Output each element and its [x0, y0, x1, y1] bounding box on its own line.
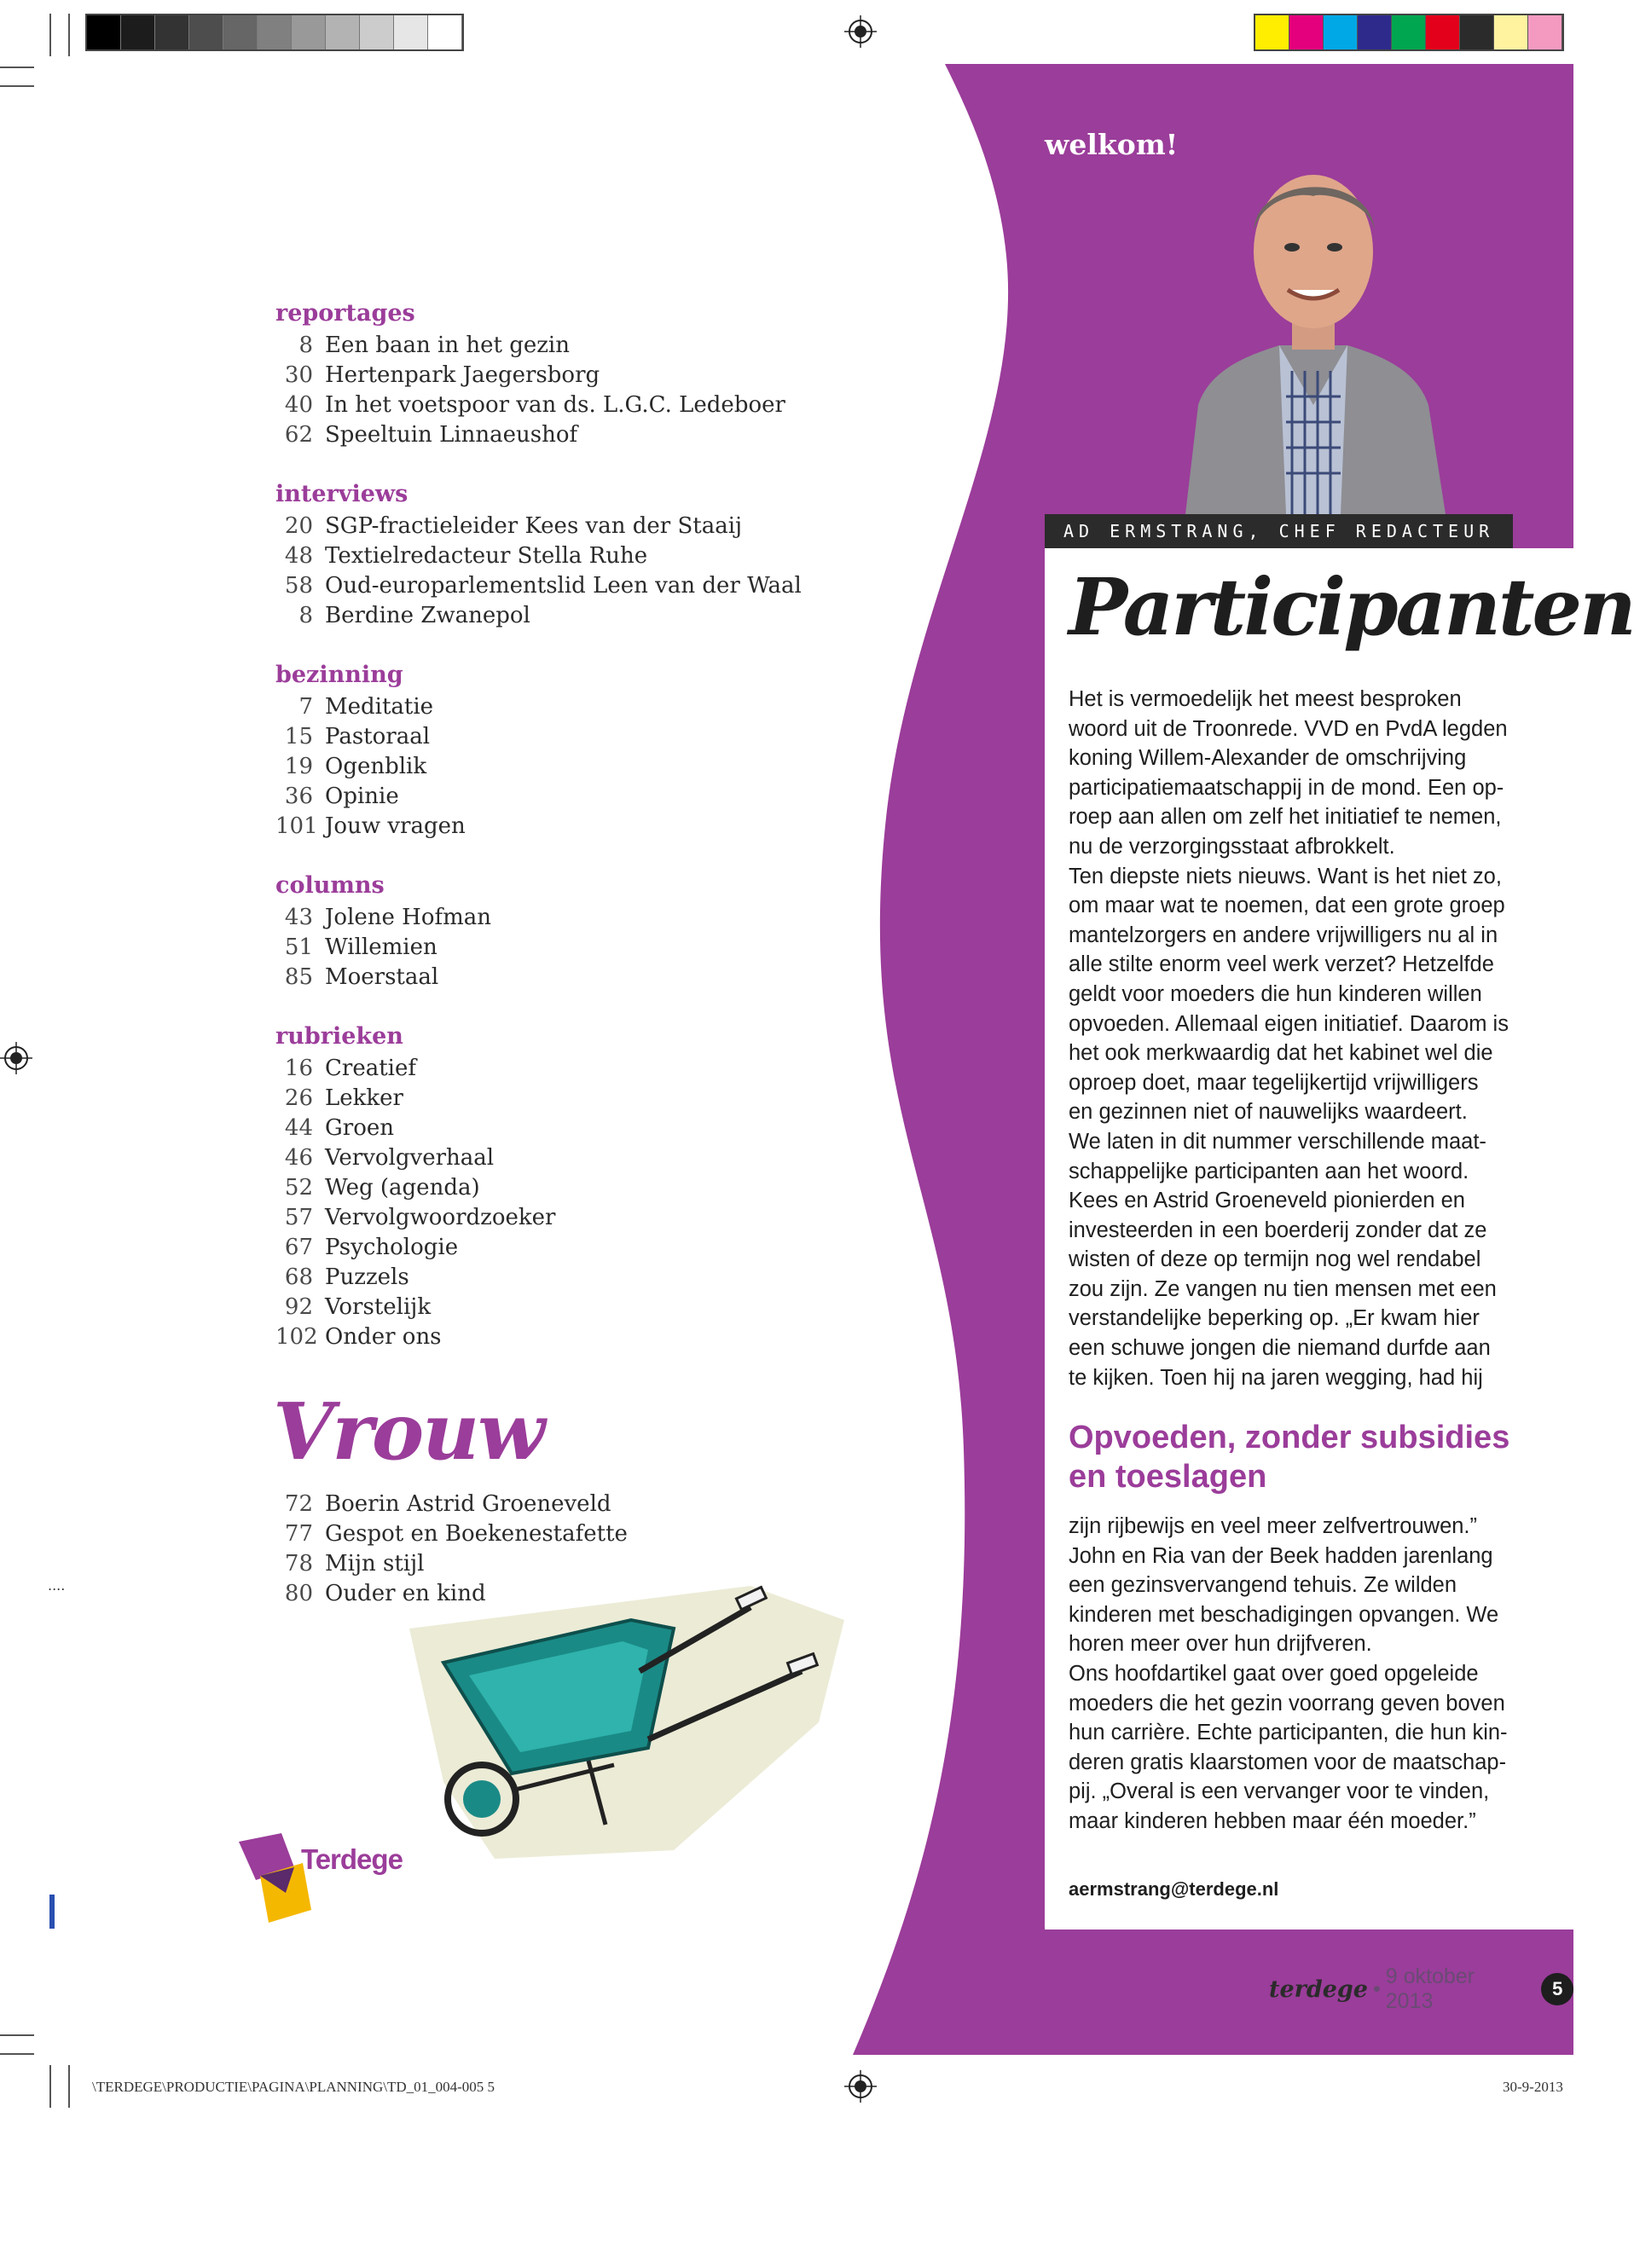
crop-mark [0, 85, 34, 87]
toc-entry[interactable] [275, 331, 821, 361]
toc-entry-label: Berdine Zwanepol [325, 603, 530, 628]
toc-entry-label: In het voetspoor van ds. L.G.C. Ledeboer [325, 392, 785, 418]
article-line: kinderen met beschadigingen opvangen. We [1069, 1602, 1499, 1627]
toc-entry-label: Jolene Hofman [325, 905, 492, 930]
article-line: alle stilte enorm veel werk verzet? Hetzelfde [1069, 952, 1494, 977]
toc-entry[interactable] [275, 1233, 821, 1263]
toc-entry-label: Gespot en Boekenestafette [325, 1521, 628, 1547]
toc-entry-label: Vorstelijk [325, 1294, 432, 1320]
toc-entry-label: Moerstaal [325, 964, 439, 990]
toc-page-number: 16 [284, 1056, 313, 1081]
article-line: investeerden in een boerderij zonder dat ze [1069, 1218, 1487, 1242]
crop-mark [68, 2065, 70, 2108]
article-line: John en Ria van der Beek hadden jarenlang [1069, 1543, 1493, 1568]
article-line: mantelzorgers en andere vrijwilligers nu al in [1069, 923, 1498, 947]
toc-entry-label: Hertenpark Jaegersborg [325, 362, 600, 388]
toc-page-number: 30 [284, 362, 313, 388]
article-line: We laten in dit nummer verschillende maat- [1069, 1129, 1486, 1154]
toc-section-title: columns [275, 872, 385, 899]
toc-entry[interactable] [275, 963, 821, 992]
toc-entry-label: Pastoraal [325, 724, 431, 749]
toc-page-number: 36 [284, 784, 313, 809]
file-path-slug: \TERDEGE\PRODUCTIE\PAGINA\PLANNING\TD_01_004-005 5 [92, 2079, 495, 2095]
toc-page-number: 26 [284, 1085, 313, 1111]
toc-entry-label: Willemien [325, 934, 437, 960]
article-line: deren gratis klaarstomen voor de maatschap- [1069, 1750, 1507, 1774]
welkom-label: welkom! [1045, 128, 1179, 161]
article-line: een schuwe jongen die niemand durfde aan [1069, 1336, 1491, 1361]
toc-entry[interactable] [275, 692, 821, 722]
toc-entry[interactable] [275, 1054, 821, 1084]
article-line: Ten diepste niets nieuws. Want is het niet zo, [1069, 864, 1502, 888]
toc-page-number: 77 [284, 1521, 313, 1547]
crop-mark [49, 14, 51, 56]
toc-entry[interactable] [275, 812, 821, 842]
article-body-part1 [1069, 685, 1555, 1392]
crop-mark [0, 2053, 34, 2055]
toc-entry[interactable] [275, 541, 821, 571]
toc-page-number: 92 [284, 1294, 313, 1320]
toc-page-number: 7 [298, 694, 313, 720]
toc-entry[interactable] [275, 752, 821, 782]
toc-entry-label: Een baan in het gezin [325, 333, 570, 358]
article-line: moeders die het gezin voorrang geven boven [1069, 1691, 1505, 1715]
registration-mark-icon [844, 15, 877, 48]
registration-mark-icon [844, 2070, 877, 2103]
toc-entry-label: Vervolgwoordzoeker [325, 1205, 556, 1230]
page-number: 5 [1541, 1973, 1573, 2005]
toc-entry-label: Creatief [325, 1056, 416, 1081]
toc-entry[interactable] [275, 1173, 821, 1203]
toc-entry[interactable] [275, 782, 821, 812]
toc-page-number: 58 [284, 573, 313, 599]
toc-entry[interactable] [275, 1322, 821, 1352]
article-line: participatiemaatschappij in de mond. Een op- [1069, 775, 1504, 800]
toc-page-number: 68 [284, 1264, 313, 1290]
article-line: maar kinderen hebben maar één moeder.” [1069, 1808, 1476, 1833]
toc-entry[interactable] [275, 1143, 821, 1173]
toc-entry-label: Meditatie [325, 694, 434, 720]
article-line: koning Willem-Alexander de omschrijving [1069, 746, 1467, 771]
registration-mark-icon [0, 1042, 32, 1074]
editor-portrait-photo [1151, 149, 1475, 514]
toc-entry[interactable] [275, 1203, 821, 1233]
slug-date: 30-9-2013 [1503, 2079, 1563, 2095]
toc-entry[interactable] [275, 933, 821, 963]
toc-entry[interactable] [275, 391, 821, 420]
toc-entry-label: Speeltuin Linnaeushof [325, 422, 578, 448]
toc-section-title: rubrieken [275, 1023, 403, 1050]
toc-page-number: 44 [284, 1115, 313, 1141]
toc-page-number: 78 [284, 1551, 313, 1577]
crop-mark [0, 67, 34, 68]
toc-page-number: 62 [284, 422, 313, 448]
toc-page-number: 67 [284, 1235, 313, 1260]
toc-entry-label: Mijn stijl [325, 1551, 425, 1577]
article-line: oproep doet, maar tegelijkertijd vrijwilligers [1069, 1070, 1479, 1095]
toc-entry-label: Ouder en kind [325, 1581, 486, 1606]
wheelbarrow-illustration [392, 1569, 853, 1867]
toc-entry-label: Oud-europarlementslid Leen van der Waal [325, 573, 802, 599]
toc-section-title: interviews [275, 481, 408, 507]
article-line: Ons hoofdartikel gaat over goed opgeleide [1069, 1661, 1479, 1686]
article-line: en gezinnen niet of nauwelijks waardeert. [1069, 1100, 1468, 1125]
article-subhead: Opvoeden, zonder subsidies en toeslagen [1069, 1420, 1510, 1495]
article-line: geldt voor moeders die hun kinderen willen [1069, 981, 1482, 1006]
article-line: opvoeden. Allemaal eigen initiatief. Daarom is [1069, 1011, 1509, 1036]
toc-page-number: 80 [284, 1581, 313, 1606]
footer-separator: • [1373, 1976, 1381, 2001]
article-line: Kees en Astrid Groeneveld pionierden en [1069, 1189, 1465, 1213]
toc-page-number: 48 [284, 543, 313, 569]
toc-page-number: 102 [275, 1324, 318, 1350]
toc-page-number: 8 [298, 333, 313, 358]
toc-entry-label: Weg (agenda) [325, 1175, 480, 1201]
toc-entry[interactable] [275, 903, 821, 933]
terdege-logo-text: Terdege [301, 1843, 403, 1875]
grayscale-color-bar [85, 14, 464, 51]
toc-section-title: reportages [275, 300, 415, 327]
article-line: pij. „Overal is een vervanger voor te vinden, [1069, 1779, 1490, 1804]
toc-entry-label: Vervolgverhaal [325, 1145, 495, 1171]
article-line: woord uit de Troonrede. VVD en PvdA legden [1069, 716, 1508, 741]
toc-entry-label: Jouw vragen [325, 813, 466, 839]
article-line: om maar wat te noemen, dat een grote groep [1069, 894, 1505, 918]
toc-page-number: 40 [284, 392, 313, 418]
toc-entry[interactable] [275, 1114, 821, 1143]
article-line: zou zijn. Ze vangen nu tien mensen met een [1069, 1276, 1497, 1301]
toc-entry[interactable] [275, 1293, 821, 1322]
article-line: wisten of deze op termijn nog wel rendabel [1069, 1247, 1481, 1272]
toc-entry[interactable] [275, 361, 821, 391]
toc-entry-label: Boerin Astrid Groeneveld [325, 1491, 611, 1517]
crop-mark [49, 1895, 55, 1929]
toc-page-number: 72 [284, 1491, 313, 1517]
article-line: te kijken. Toen hij na jaren wegging, had hij [1069, 1365, 1483, 1390]
toc-entry-label: SGP-fractieleider Kees van der Staaij [325, 513, 743, 539]
toc-entry-label: Ogenblik [325, 754, 427, 779]
footer-brand: terdege [1269, 1976, 1368, 2003]
article-line: verstandelijke beperking op. „Er kwam hier [1069, 1306, 1480, 1331]
article-line: nu de verzorgingsstaat afbrokkelt. [1069, 834, 1395, 859]
crop-mark [0, 2034, 34, 2036]
article-line: schappelijke participanten aan het woord. [1069, 1159, 1469, 1183]
toc-page-number: 15 [284, 724, 313, 749]
article-line: horen meer over hun drijfveren. [1069, 1632, 1372, 1657]
toc-entry-label: Opinie [325, 784, 399, 809]
vrouw-section-title: Vrouw [273, 1386, 544, 1478]
margin-dots: .... [48, 1577, 66, 1594]
toc-entry[interactable] [275, 420, 821, 450]
article-line: het ook merkwaardig dat het kabinet wel die [1069, 1041, 1493, 1066]
article-line: hun carrière. Echte participanten, die hun kin- [1069, 1721, 1508, 1745]
toc-entry-label: Lekker [325, 1085, 403, 1111]
crop-mark [68, 14, 70, 56]
cmyk-color-bar [1254, 14, 1564, 51]
article-line: een gezinsvervangend tehuis. Ze wilden [1069, 1573, 1457, 1598]
toc-entry-label: Puzzels [325, 1264, 409, 1290]
author-email-link[interactable]: aermstrang@terdege.nl [1069, 1878, 1279, 1900]
toc-page-number: 43 [284, 905, 313, 930]
toc-page-number: 57 [284, 1205, 313, 1230]
toc-entry-label: Textielredacteur Stella Ruhe [325, 543, 648, 569]
toc-page-number: 19 [284, 754, 313, 779]
toc-page-number: 51 [284, 934, 313, 960]
article-line: zijn rijbewijs en veel meer zelfvertrouwen.” [1069, 1514, 1478, 1538]
toc-entry[interactable] [275, 1263, 821, 1293]
toc-entry-label: Groen [325, 1115, 394, 1141]
article-headline: Participanten [1069, 561, 1634, 653]
toc-page-number: 8 [298, 603, 313, 628]
toc-page-number: 20 [284, 513, 313, 539]
toc-page-number: 52 [284, 1175, 313, 1201]
article-line: Het is vermoedelijk het meest besproken [1069, 687, 1462, 711]
toc-entry-label: Onder ons [325, 1324, 442, 1350]
toc-entry[interactable] [275, 1084, 821, 1114]
toc-page-number: 85 [284, 964, 313, 990]
toc-entry[interactable] [275, 601, 821, 631]
page-footer [1269, 1964, 1573, 2014]
toc-entry-label: Psychologie [325, 1235, 459, 1260]
toc-entry[interactable] [275, 571, 821, 601]
toc-section-title: bezinning [275, 662, 403, 688]
author-byline: AD ERMSTRANG, CHEF REDACTEUR [1045, 514, 1513, 548]
toc-page-number: 46 [284, 1145, 313, 1171]
table-of-contents [275, 298, 821, 1352]
toc-entry[interactable] [275, 722, 821, 752]
toc-page-number: 101 [275, 813, 318, 839]
vrouw-entry[interactable] [275, 1519, 821, 1549]
vrouw-entry[interactable] [275, 1490, 821, 1519]
article-line: roep aan allen om zelf het initiatief te nemen, [1069, 805, 1502, 830]
crop-mark [49, 2065, 51, 2108]
toc-entry[interactable] [275, 512, 821, 541]
footer-date: 9 oktober 2013 [1385, 1964, 1475, 2013]
article-body-part2 [1069, 1512, 1555, 1837]
editorial-article [1045, 548, 1634, 1930]
